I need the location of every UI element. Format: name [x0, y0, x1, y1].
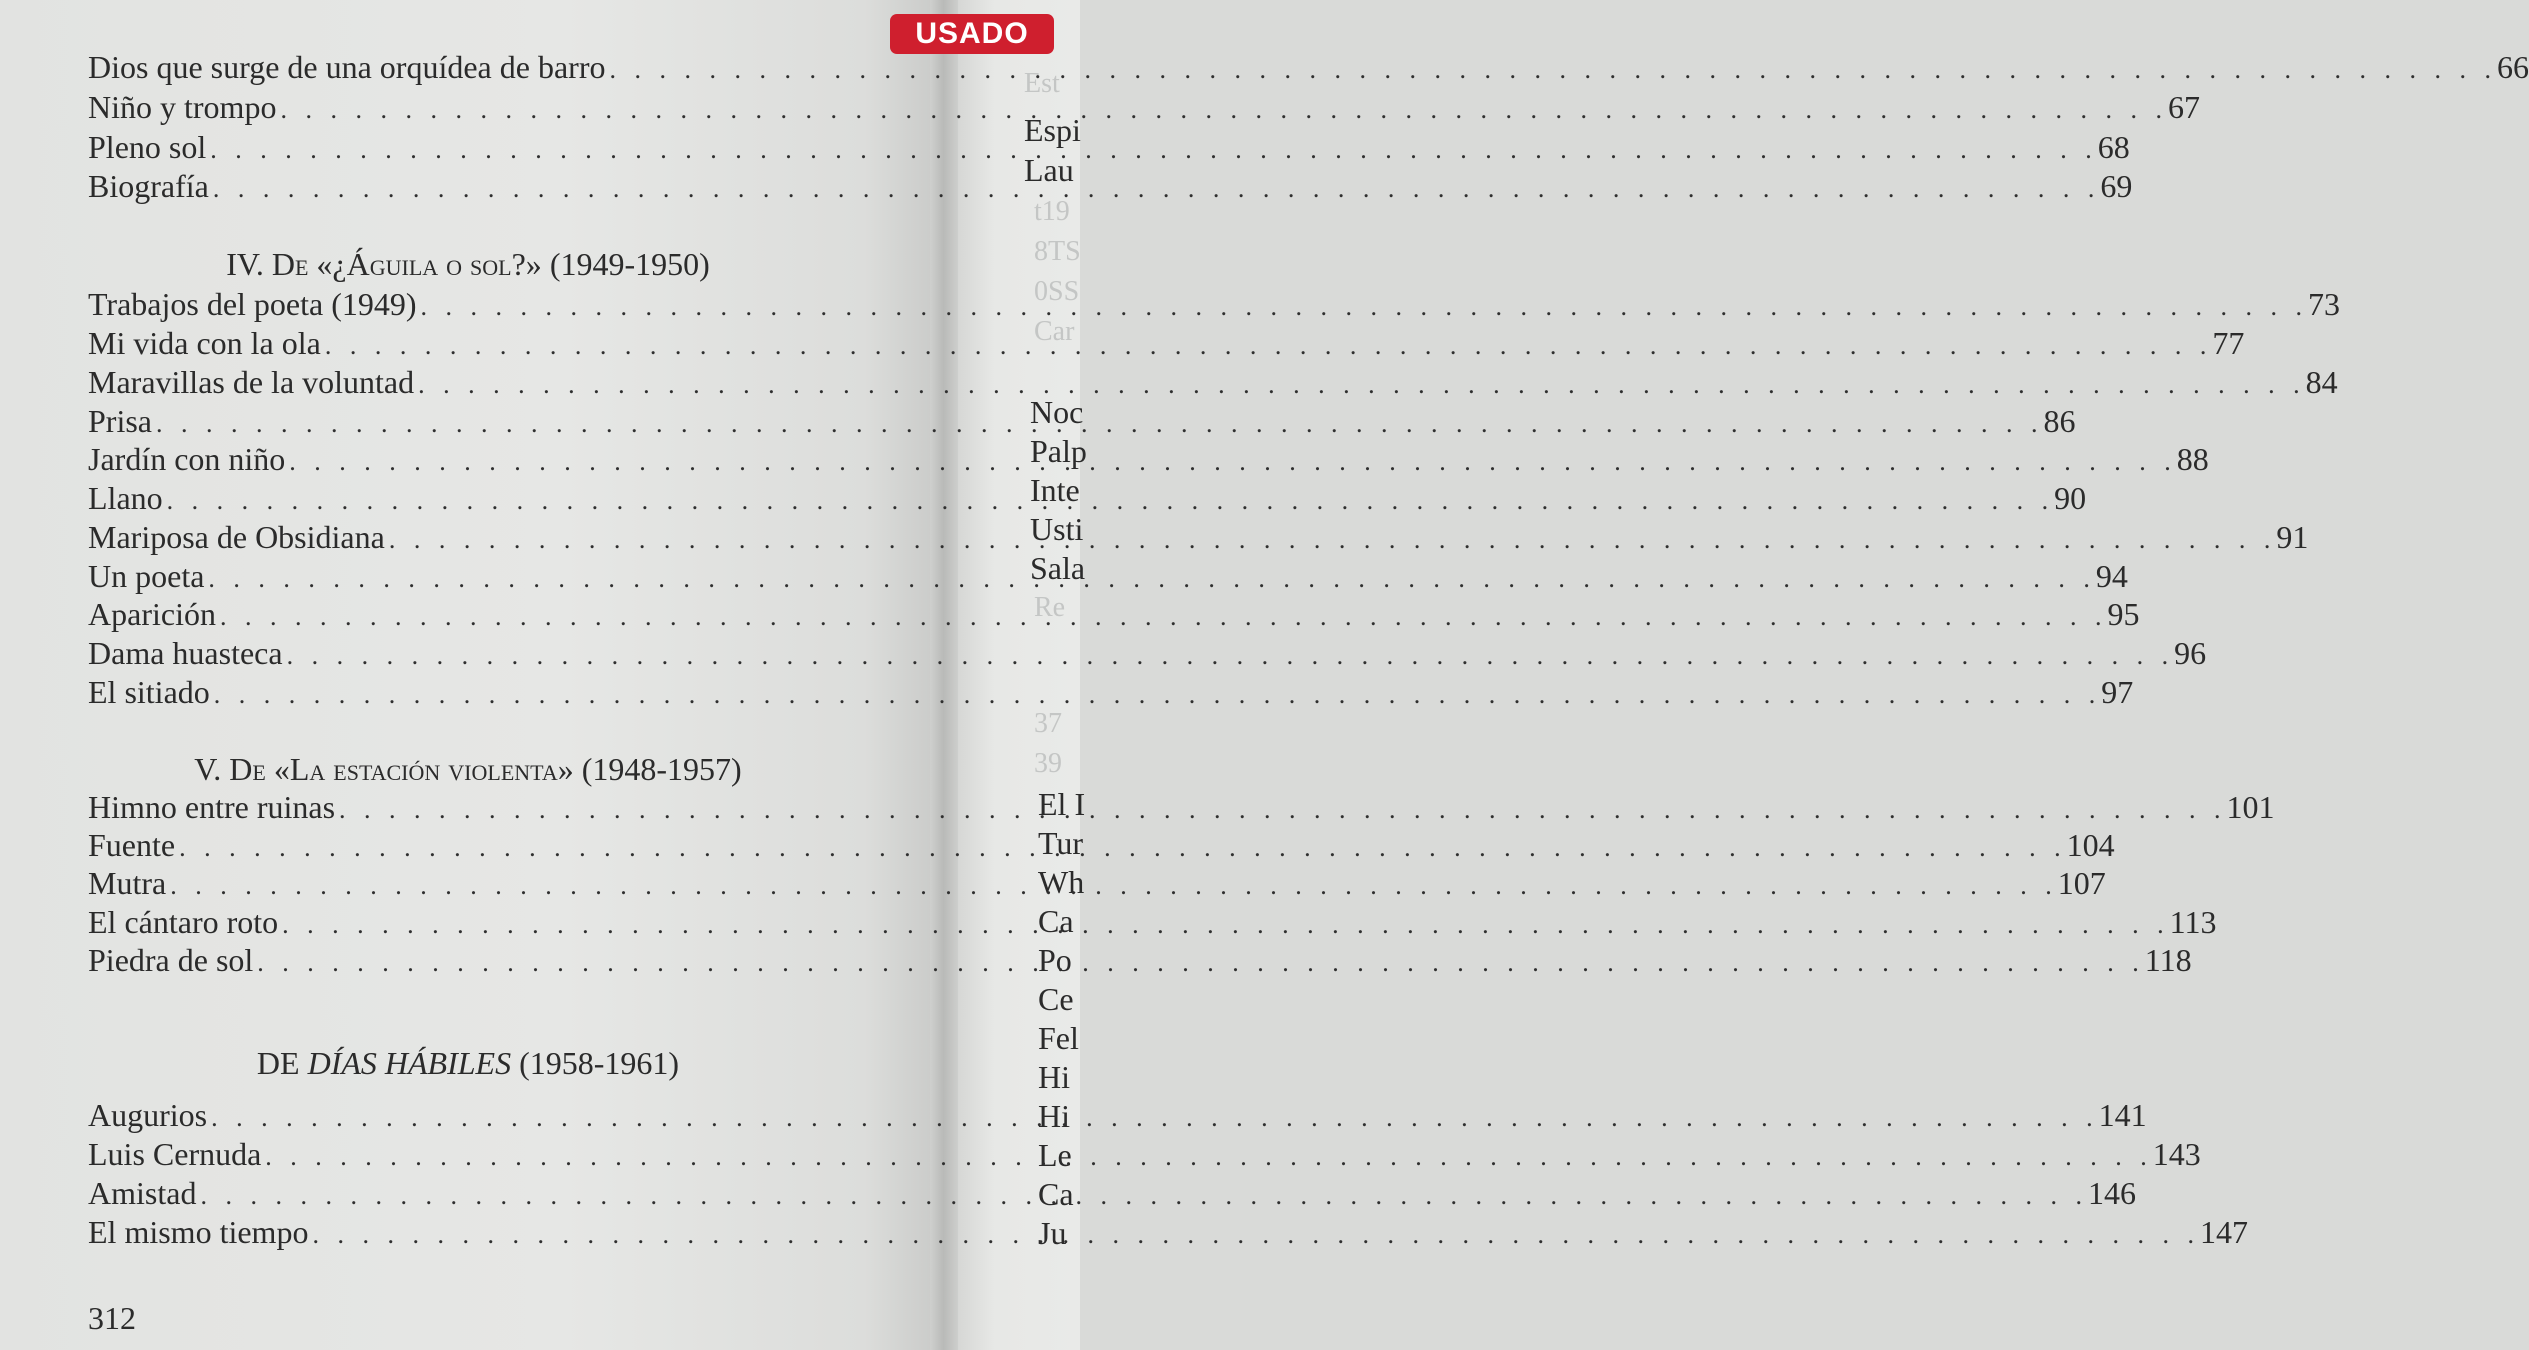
- entry-title: Prisa: [88, 403, 152, 439]
- entry-title: El cántaro roto: [88, 904, 279, 940]
- bleed-through-text: t19: [1034, 196, 1070, 227]
- bleed-through-text: Re: [1034, 592, 1066, 623]
- section-heading: [88, 1043, 848, 1083]
- right-page-line: Sala: [1030, 550, 1086, 586]
- entry-title: Luis Cernuda: [88, 1136, 262, 1172]
- entry-page: 67: [2167, 89, 2200, 125]
- bleed-through-text: Car: [1034, 316, 1075, 347]
- right-page-line: Palp: [1030, 433, 1087, 469]
- entry-title: Trabajos del poeta (1949): [88, 286, 417, 322]
- right-page-line: Tur: [1038, 825, 1084, 861]
- entry-title: Niño y trompo: [88, 89, 277, 125]
- right-page-line: Noc: [1030, 394, 1084, 430]
- dot-leader: [339, 790, 2227, 829]
- dot-leader: [280, 90, 2168, 129]
- right-page-line: Le: [1038, 1137, 1072, 1173]
- entry-title: Pleno sol: [88, 129, 207, 165]
- dot-leader: [211, 1098, 2099, 1137]
- entry-page: 73: [2308, 286, 2341, 322]
- entry-title: Mariposa de Obsidiana: [88, 519, 385, 555]
- section-heading: [88, 244, 848, 284]
- entry-title: Dama huasteca: [88, 635, 283, 671]
- right-page-line: Fel: [1038, 1020, 1079, 1056]
- entry-title: Mi vida con la ola: [88, 325, 321, 361]
- entry-page: 94: [2095, 558, 2128, 594]
- entry-title: Maravillas de la voluntad: [88, 364, 415, 400]
- entry-title: Piedra de sol: [88, 942, 254, 978]
- dot-leader: [389, 520, 2277, 559]
- dot-leader: [282, 905, 2170, 944]
- bleed-through-text: 0SS: [1034, 276, 1080, 307]
- toc-entry: [88, 634, 2207, 673]
- dot-leader: [214, 675, 2102, 714]
- entry-page: 141: [2098, 1097, 2147, 1133]
- dot-leader: [609, 50, 2497, 89]
- entry-title: Biografía: [88, 168, 209, 204]
- entry-title: Fuente: [88, 827, 176, 863]
- dot-leader: [210, 130, 2098, 169]
- dot-leader: [179, 828, 2067, 867]
- section-heading-years: (1949-1950): [549, 246, 710, 282]
- right-page-line: Espi: [1024, 112, 1081, 148]
- right-page-line: Po: [1038, 942, 1072, 978]
- entry-page: 84: [2305, 364, 2338, 400]
- entry-page: 91: [2276, 519, 2309, 555]
- dot-leader: [220, 597, 2108, 636]
- entry-page: 88: [2176, 441, 2209, 477]
- right-page-line: Wh: [1038, 864, 1085, 900]
- section-heading-title: DÍAS HÁBILES: [307, 1045, 512, 1081]
- right-page-line: Usti: [1030, 511, 1084, 547]
- entry-page: 90: [2054, 480, 2087, 516]
- entry-page: 77: [2212, 325, 2245, 361]
- entry-page: 147: [2199, 1214, 2248, 1250]
- entry-page: 118: [2144, 942, 2192, 978]
- toc-entry: [88, 673, 2134, 712]
- entry-title: Un poeta: [88, 558, 205, 594]
- right-page-line: Inte: [1030, 472, 1080, 508]
- entry-title: Mutra: [88, 865, 167, 901]
- page-number: 312: [88, 1300, 136, 1336]
- entry-page: 66: [2496, 49, 2529, 85]
- right-page-line: Ce: [1038, 981, 1074, 1017]
- toc-entry: [88, 363, 2338, 402]
- entry-page: 107: [2057, 865, 2106, 901]
- entry-page: 101: [2226, 789, 2275, 825]
- dot-leader: [287, 636, 2175, 675]
- dot-leader: [257, 943, 2145, 982]
- entry-page: 95: [2107, 596, 2140, 632]
- dot-leader: [325, 326, 2213, 365]
- entry-title: Himno entre ruinas: [88, 789, 336, 825]
- entry-page: 143: [2152, 1136, 2201, 1172]
- right-page-line: Hi: [1038, 1098, 1070, 1134]
- entry-page: 97: [2101, 674, 2134, 710]
- entry-page: 96: [2174, 635, 2207, 671]
- dot-leader: [312, 1215, 2200, 1254]
- entry-title: Llano: [88, 480, 163, 516]
- right-page-line: Ca: [1038, 903, 1074, 939]
- entry-page: 69: [2100, 168, 2133, 204]
- dot-leader: [265, 1137, 2153, 1176]
- entry-title: El sitiado: [88, 674, 210, 710]
- section-heading: [88, 749, 848, 789]
- toc-entry: [88, 88, 2200, 127]
- entry-page: 68: [2097, 129, 2130, 165]
- entry-page: 104: [2066, 827, 2115, 863]
- bleed-through-text: 37: [1034, 708, 1062, 739]
- bleed-through-text: 39: [1034, 748, 1062, 779]
- entry-title: El mismo tiempo: [88, 1214, 309, 1250]
- dot-leader: [167, 481, 2055, 520]
- dot-leader: [208, 559, 2096, 598]
- entry-title: Aparición: [88, 596, 216, 632]
- dot-leader: [418, 365, 2306, 404]
- entry-title: Augurios: [88, 1097, 208, 1133]
- bleed-through-text: Est: [1024, 68, 1060, 99]
- dot-leader: [200, 1176, 2088, 1215]
- right-page-line: Lau: [1024, 152, 1074, 188]
- entry-page: 86: [2043, 403, 2076, 439]
- entry-page: 146: [2087, 1175, 2136, 1211]
- section-heading-prefix: DE: [256, 1045, 300, 1081]
- dot-leader: [156, 404, 2044, 443]
- right-page-line: Hi: [1038, 1059, 1070, 1095]
- dot-leader: [213, 169, 2101, 208]
- right-page-line: Ca: [1038, 1176, 1074, 1212]
- right-page-line: Ju: [1038, 1215, 1067, 1251]
- section-heading-title: IV. De «¿Águila o sol?»: [226, 246, 542, 282]
- section-heading-years: (1958-1961): [519, 1045, 680, 1081]
- used-badge: USADO: [890, 14, 1054, 54]
- entry-title: Amistad: [88, 1175, 197, 1211]
- right-page-line: El I: [1038, 786, 1086, 822]
- section-heading-years: (1948-1957): [581, 751, 742, 787]
- dot-leader: [170, 866, 2058, 905]
- entry-page: 113: [2169, 904, 2217, 940]
- dot-leader: [289, 442, 2177, 481]
- dot-leader: [421, 287, 2309, 326]
- entry-title: Jardín con niño: [88, 441, 286, 477]
- bleed-through-text: 8TS: [1034, 236, 1081, 267]
- entry-title: Dios que surge de una orquídea de barro: [88, 49, 606, 85]
- section-heading-title: V. De «La estación violenta»: [194, 751, 574, 787]
